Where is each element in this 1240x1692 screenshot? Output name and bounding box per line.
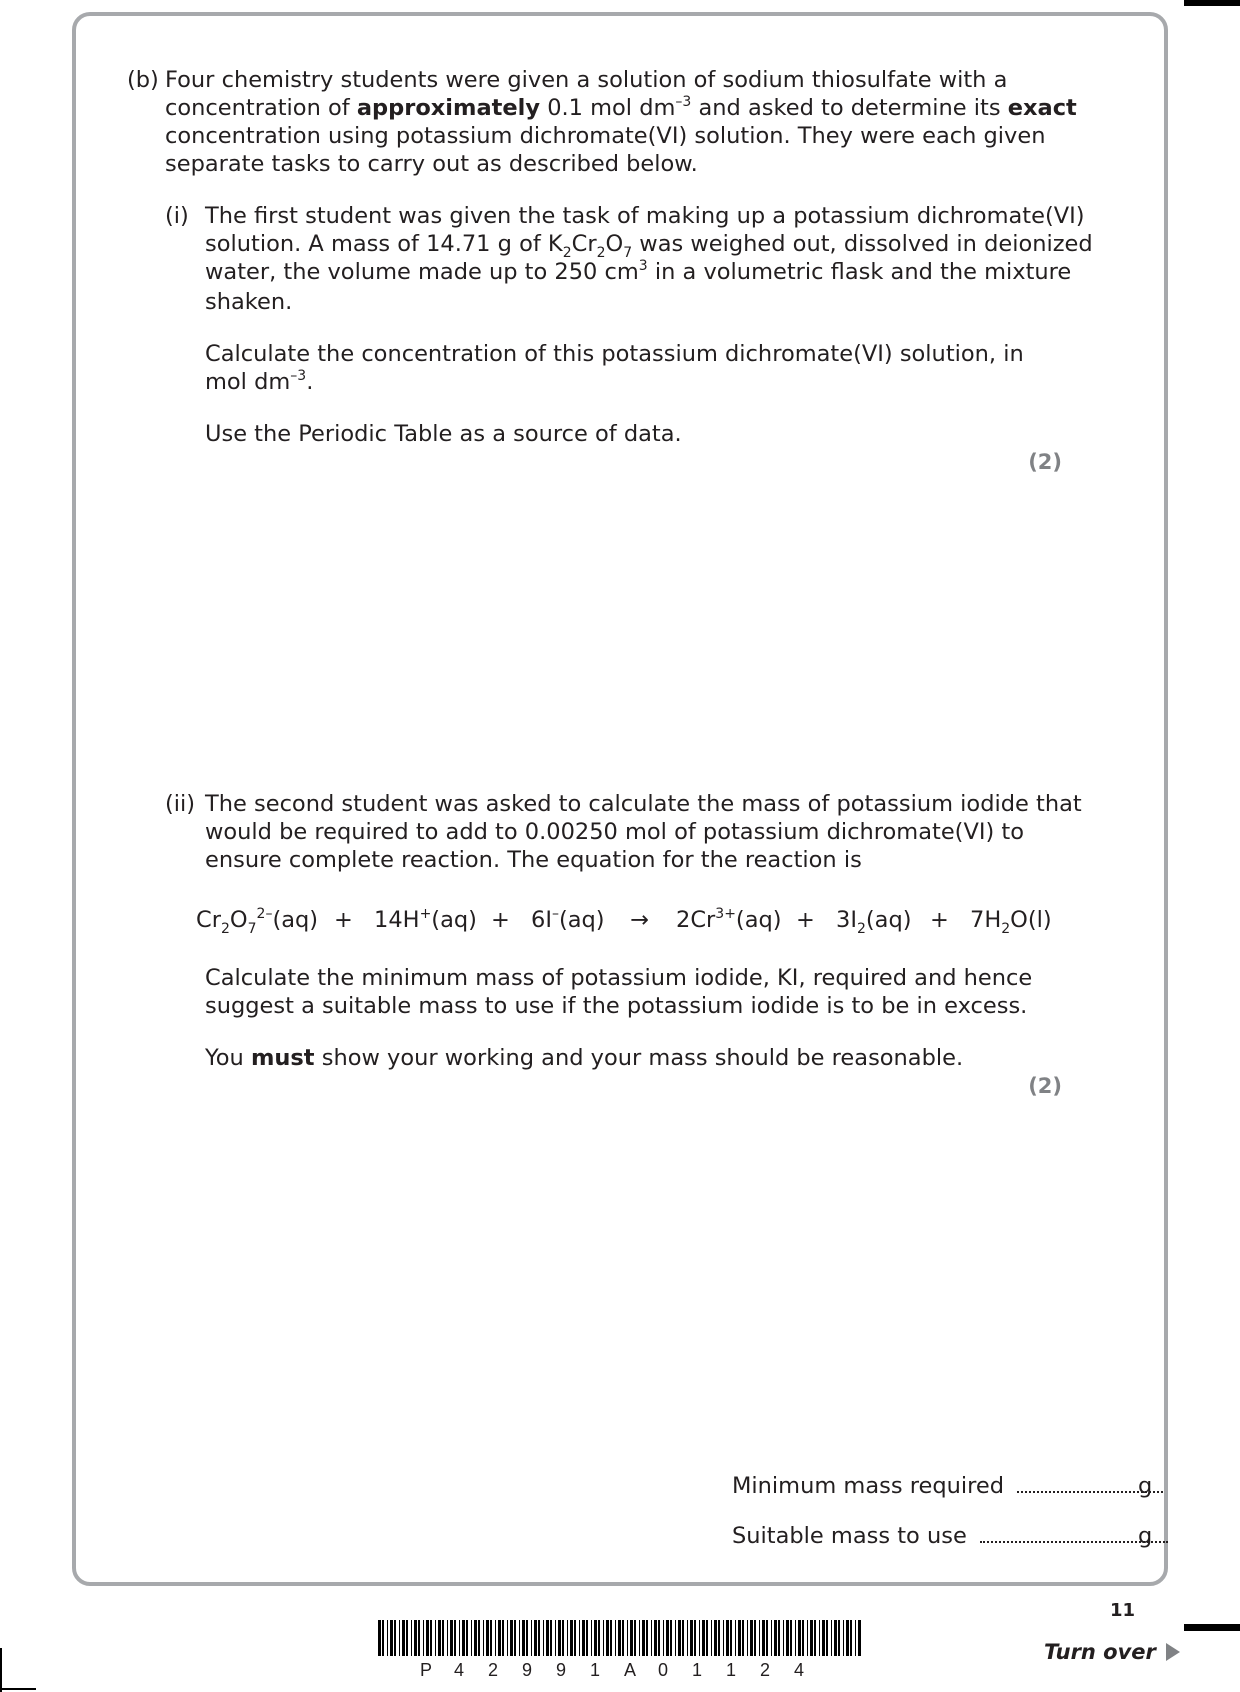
suitable-mass-row (732, 1522, 1168, 1550)
part-b-line-1: Four chemistry students were given a solution of sodium thiosulfate with a (165, 67, 1008, 93)
part-b-line-2: concentration of approximately 0.1 mol $dm^{-3}$ and asked to determine its exact (165, 94, 1077, 121)
suitable-mass-unit: g (1138, 1523, 1153, 1549)
barcode-digit: 9 (522, 1660, 533, 1680)
part-ii-marks: (2) (1028, 1074, 1062, 1098)
equation-dichromate: $Cr_2O_7^{2-}(aq)$ (196, 906, 319, 937)
part-ii-calc-line-2: suggest a suitable mass to use if the potassium iodide is to be in excess. (205, 993, 1028, 1019)
part-ii-line-1: The second student was asked to calculate the mass of potassium iodide that (205, 791, 1082, 817)
part-b-line-3: concentration using potassium dichromate(VI) solution. They were each given (165, 123, 1046, 149)
barcode-digit: 1 (726, 1660, 737, 1680)
barcode-digit: 1 (692, 1660, 703, 1680)
part-ii-working-space[interactable] (205, 1106, 1065, 1456)
equation-arrow: → (630, 907, 649, 933)
part-b-line-4: separate tasks to carry out as described below. (165, 151, 698, 177)
barcode-digit: 2 (760, 1660, 771, 1680)
part-ii-label: (ii) (165, 791, 196, 817)
equation-plus: + (334, 907, 353, 933)
barcode-digit: P (420, 1660, 433, 1680)
minimum-mass-label: Minimum mass required (732, 1473, 1004, 1499)
part-i-line-2: solution. A mass of 14.71 g of $K_2Cr_2O_7$ was weighed out, dissolved in deionized (205, 231, 1093, 261)
part-i-line-1: The first student was given the task of making up a potassium dichromate(VI) (205, 203, 1085, 229)
top-registration-mark (1184, 0, 1240, 6)
part-b-label: (b) (127, 67, 159, 93)
play-arrow-icon (1166, 1643, 1180, 1661)
barcode-digits (420, 1660, 828, 1681)
equation-iodide: 6I–(aq) (531, 906, 605, 933)
barcode (378, 1620, 862, 1656)
barcode-digit: A (624, 1660, 637, 1680)
part-i-calc-line-1: Calculate the concentration of this potassium dichromate(VI) solution, in (205, 341, 1024, 367)
equation-plus: + (930, 907, 949, 933)
turn-over: Turn over (1044, 1640, 1180, 1664)
page-number: 11 (1110, 1600, 1136, 1621)
part-ii-instruction: You must show your working and your mass should be reasonable. (205, 1045, 964, 1071)
barcode-digit: 9 (556, 1660, 567, 1680)
equation-hydrogen: 14H+(aq) (374, 906, 477, 933)
part-i-calc-line-2: mol $dm^{-3}$. (205, 368, 314, 395)
side-registration-mark (1184, 1624, 1240, 1631)
barcode-digit: 1 (590, 1660, 601, 1680)
barcode-digit: 2 (488, 1660, 499, 1680)
equation-plus: + (796, 907, 815, 933)
barcode-digit: 4 (794, 1660, 805, 1680)
part-ii-calc-line-1: Calculate the minimum mass of potassium iodide, KI, required and hence (205, 965, 1033, 991)
part-i-line-3: water, the volume made up to 250 $cm^3$ in a volumetric flask and the mixture (205, 258, 1072, 285)
part-i-label: (i) (165, 203, 189, 229)
minimum-mass-unit: g (1138, 1473, 1153, 1499)
equation-water: $7H_2O(l)$ (970, 907, 1052, 937)
corner-mark (0, 1648, 2, 1692)
equation-iodine: $3I_2(aq)$ (836, 907, 912, 937)
part-i-working-space[interactable] (205, 480, 1065, 780)
corner-mark (0, 1688, 36, 1690)
barcode-digit: 0 (658, 1660, 669, 1680)
barcode-digit: 4 (454, 1660, 465, 1680)
part-ii-line-2: would be required to add to 0.00250 mol of potassium dichromate(VI) to (205, 819, 1024, 845)
suitable-mass-label: Suitable mass to use (732, 1523, 967, 1549)
equation-plus: + (491, 907, 510, 933)
part-i-data-source: Use the Periodic Table as a source of data. (205, 421, 682, 447)
part-i-line-4: shaken. (205, 289, 293, 315)
minimum-mass-row (732, 1472, 1163, 1500)
part-i-marks: (2) (1028, 450, 1062, 474)
part-ii-line-3: ensure complete reaction. The equation for the reaction is (205, 847, 862, 873)
equation-chromium: $2Cr^{3+}(aq)$ (676, 906, 782, 933)
